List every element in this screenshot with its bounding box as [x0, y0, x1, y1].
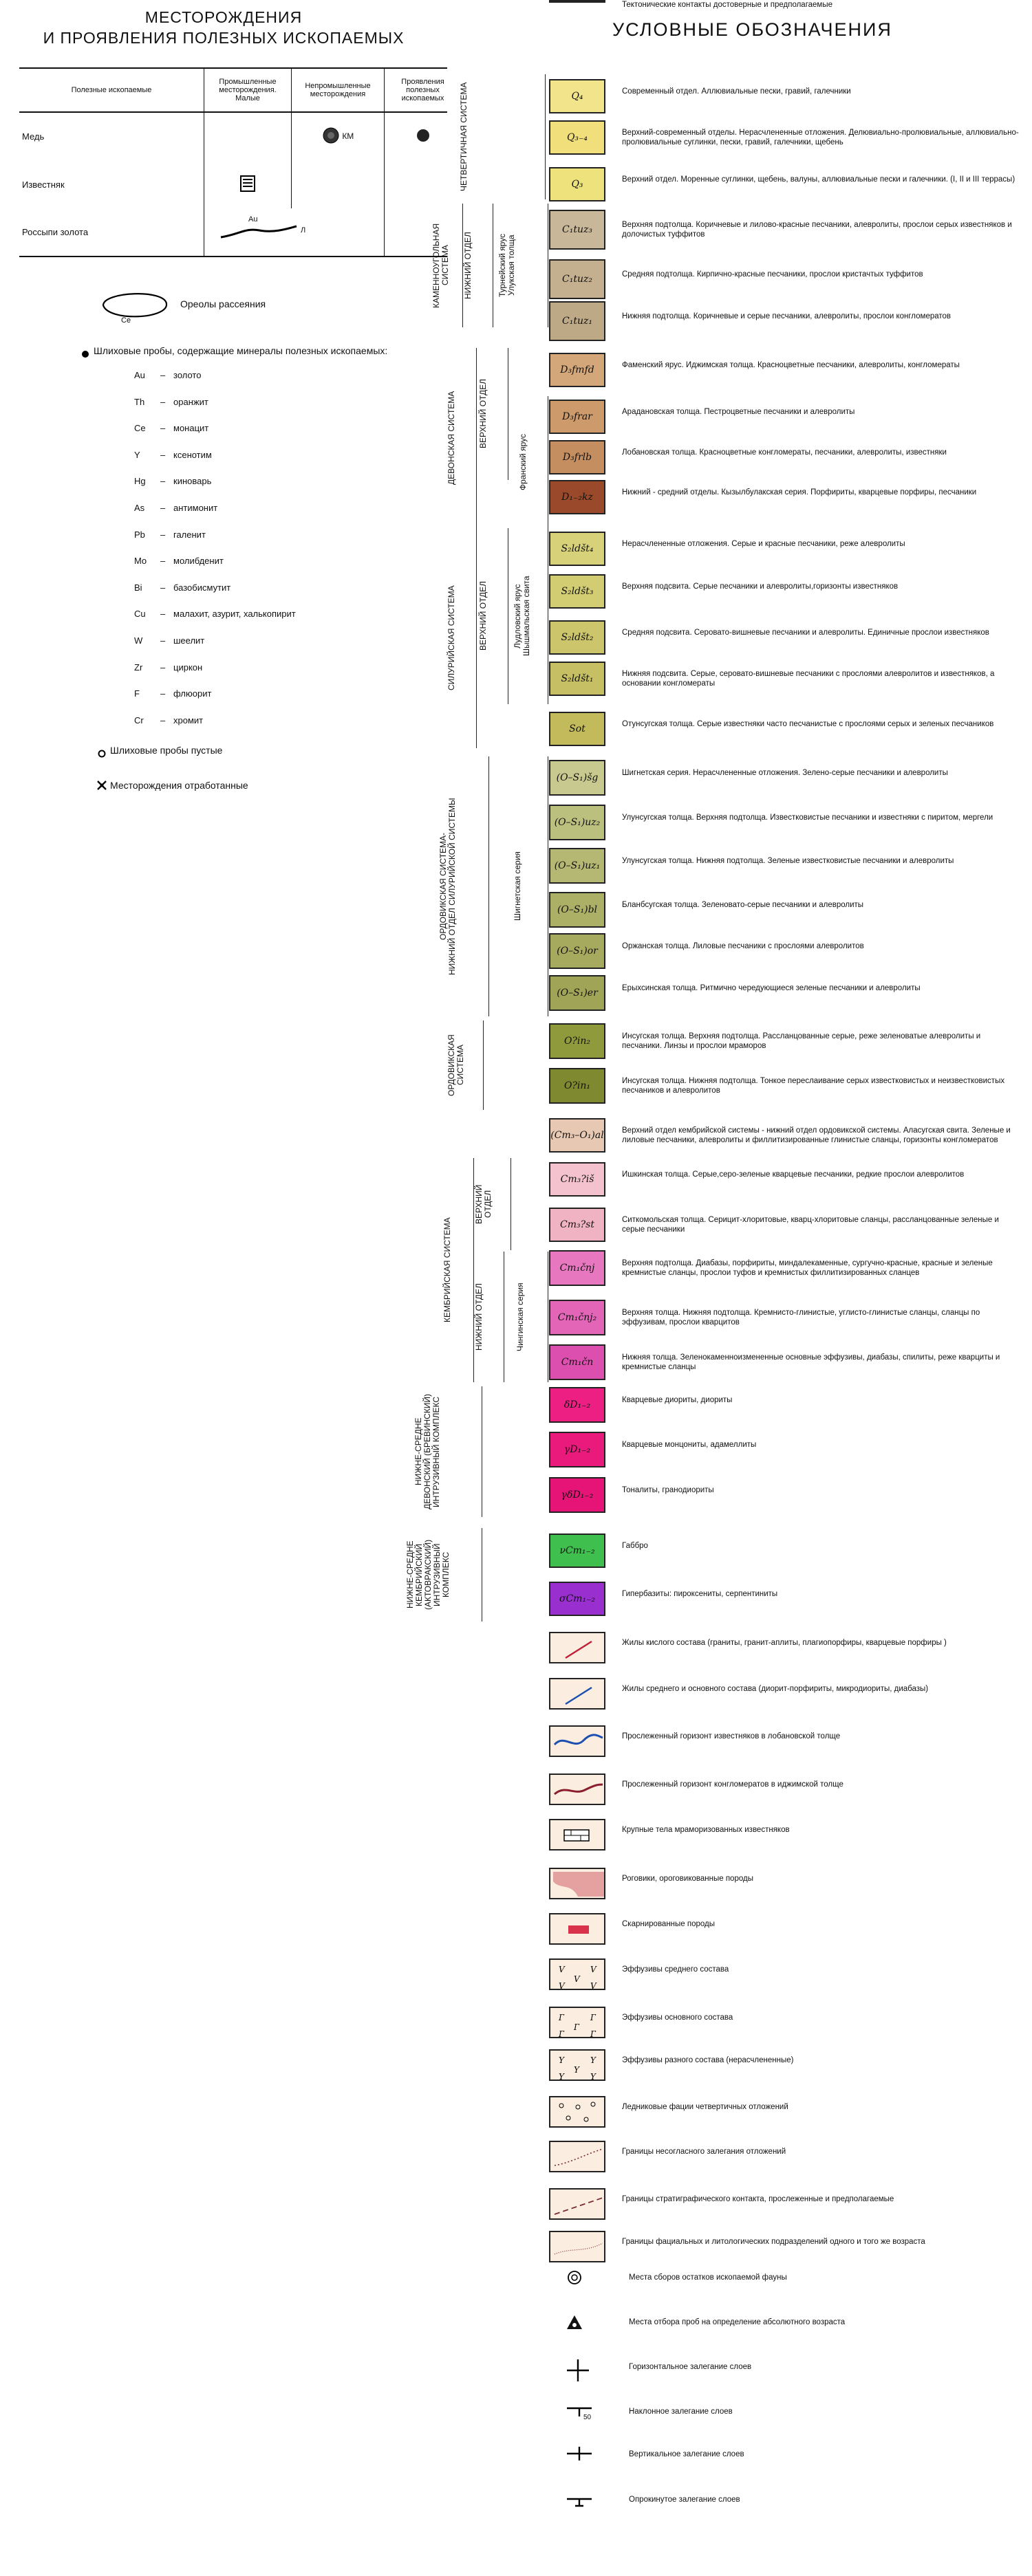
mineral-name: галенит — [173, 529, 206, 540]
legend-item-description: Инсугская толща. Верхняя подтолща. Рассланцованные серые, реже зеленоватые алевролиты и песчаники. Линзы и прослои мраморов — [622, 1032, 981, 1050]
deposits-header-row — [19, 68, 461, 112]
legend-unit-code: S₂ldšt₂ — [561, 632, 594, 643]
legend-unit-box — [549, 1250, 605, 1286]
legend-item-description: Инсугская толща. Нижняя подтолща. Тонкое переслаивание серых известковистых и неизвестковистых песчаников и алевролитов — [622, 1077, 1005, 1095]
symbol-description: Наклонное залегание слоев — [629, 2408, 733, 2416]
legend-group-label: НИЖНИЙ ОТДЕЛ — [463, 232, 473, 299]
row-copper-name: Медь — [22, 131, 45, 142]
legend-item-description: Верхняя толща. Нижняя подтолща. Кремнисто-глинистые, углисто-глинистые сланцы, сланцы по эффузивам, прослои кварцитов — [622, 1309, 980, 1327]
symbol-description: Опрокинутое залегание слоев — [629, 2496, 740, 2504]
svg-text:Г: Г — [574, 2022, 579, 2032]
legend-item-description: Тектонические контакты достоверные и предполагаемые — [622, 1, 832, 9]
mineral-dash: – — [160, 662, 166, 673]
mineral-item — [55, 476, 468, 490]
svg-text:Y: Y — [590, 2055, 596, 2065]
legend-item-description: Жилы среднего и основного состава (диорит-порфириты, микродиориты, диабазы) — [622, 1685, 929, 1693]
legend-unit-box — [549, 805, 605, 840]
v-icon — [549, 1958, 605, 1990]
limestone-deposit-icon — [240, 175, 255, 194]
blue-wave-icon — [549, 1725, 605, 1757]
legend-unit-code: Q₄ — [571, 91, 583, 102]
legend-unit-box — [549, 210, 605, 250]
mineral-item — [55, 397, 468, 411]
dashline-icon — [549, 2188, 605, 2220]
svg-text:Г: Г — [559, 2013, 564, 2022]
legend-group-label: ВЕРХНИЙ ОТДЕЛ — [474, 1184, 493, 1224]
legend-group-label: ВЕРХНИЙ ОТДЕЛ — [478, 581, 488, 651]
mineral-symbol: Pb — [134, 529, 145, 540]
legend-unit-box — [549, 1023, 605, 1059]
row-gold-placer-name: Россыпи золота — [19, 208, 204, 256]
legend-unit-box — [549, 1068, 605, 1104]
copper-occurrence-icon — [416, 128, 431, 145]
mineral-item — [55, 556, 468, 569]
legend-unit-box — [549, 120, 605, 155]
mineral-item — [55, 635, 468, 649]
gold-placer-label-l: Л — [301, 226, 306, 234]
legend-unit-code: Cm₃?st — [560, 1219, 594, 1230]
mineral-symbol: W — [134, 635, 143, 646]
group-bracket-line — [483, 1020, 484, 1110]
dots-icon — [549, 1868, 605, 1899]
svg-text:Y: Y — [574, 2065, 579, 2075]
legend-group-label: Чингинская серия — [515, 1282, 525, 1351]
legend-item-description: Отунсугская толща. Серые известняки часто песчанистые с прослоями серых и зеленых песчаников — [622, 720, 994, 728]
group-bracket-line — [476, 348, 477, 528]
mineral-name: оранжит — [173, 396, 208, 407]
legend-item-description: Прослеженный горизонт конгломератов в иджимской толще — [622, 1780, 843, 1789]
svg-text:V: V — [590, 1965, 596, 1974]
legend-unit-code: D₃fmfd — [560, 364, 594, 375]
cross-icon — [564, 2357, 592, 2387]
mineral-dash: – — [160, 688, 166, 699]
legend-item-description: Современный отдел. Аллювиальные пески, гравий, галечники — [622, 87, 851, 96]
legend-unit-box — [549, 1300, 605, 1335]
mineral-dash: – — [160, 582, 166, 593]
empty-samples-label: Шлиховые пробы пустые — [110, 745, 223, 756]
legend-unit-code: (Cm₃–O₁)al — [550, 1130, 604, 1141]
mineral-symbol: Bi — [134, 582, 142, 593]
gold-placer-label-au: Au — [248, 215, 258, 223]
legend-item-description: Ишкинская толща. Серые,серо-зеленые кварцевые песчаники, редкие прослои алевролитов — [622, 1170, 965, 1179]
y-icon — [549, 2049, 605, 2081]
legend-item-description: Средняя подсвита. Серовато-вишневые песчаники и алевролиты. Единичные прослои известняков — [622, 629, 989, 637]
legend-unit-code: Sot — [569, 723, 585, 734]
legend-unit-box — [549, 760, 605, 796]
shlich-sample-icon — [81, 348, 89, 361]
hatch-icon — [549, 1913, 605, 1945]
mineral-name: флюорит — [173, 688, 212, 699]
legend-group-label: ОРДОВИКСКАЯ СИСТЕМА- НИЖНИЙ ОТДЕЛ СИЛУРИЙСКОЙ СИСТЕМЫ — [438, 798, 457, 975]
dotline-icon — [549, 2141, 605, 2172]
legend-group-label: Франский ярус — [518, 434, 528, 490]
mineral-item — [55, 688, 468, 702]
svg-text:Г: Г — [559, 2029, 564, 2038]
mineral-item — [55, 662, 468, 676]
legend-item-description: Прослеженный горизонт известняков в лобановской толще — [622, 1732, 841, 1740]
mined-out-label: Месторождения отработанные — [110, 780, 248, 791]
mineral-name: киноварь — [173, 476, 212, 487]
legend-item-description: Верхний отдел кембрийской системы - нижний отдел ордовикской системы. Аласугская свита. Зеленые и лиловые песчаники, алевролиты и филлитизированные глинистые сланцы, горизонты конгломератов — [622, 1126, 1011, 1144]
marble-icon — [549, 1819, 605, 1851]
legend-item-description: Кварцевые диориты, диориты — [622, 1396, 733, 1404]
header-minerals: Полезные ископаемые — [19, 68, 204, 112]
svg-text:Y: Y — [590, 2072, 596, 2081]
mined-out-icon — [96, 780, 107, 794]
mineral-name: ксенотим — [173, 449, 212, 460]
legend-unit-box — [549, 1118, 605, 1153]
legend-unit-code: Cm₁čnj — [559, 1263, 595, 1274]
legend-item-description: Эффузивы разного состава (нерасчлененные) — [622, 2056, 794, 2064]
legend-item-description: Верхняя подтолща. Коричневые и лилово-красные песчаники, алевролиты, прослои серых известняков и долочистых туффитов — [622, 221, 1012, 239]
legend-item-description: Лобановская толща. Красноцветные конгломераты, песчаники, алевролиты, известняки — [622, 448, 947, 457]
legend-item-description: Габбро — [622, 1542, 648, 1550]
legend-item-description: Верхний отдел. Моренные суглинки, щебень, валуны, аллювиальные пески и галечники. (I, II и III террасы) — [622, 175, 1015, 184]
fault-icon — [549, 0, 605, 3]
red-line-icon — [549, 1632, 605, 1663]
group-bracket-line — [488, 756, 489, 1016]
mineral-item — [55, 370, 468, 384]
mineral-item — [55, 715, 468, 729]
dispersion-halo-label: Ореолы рассеяния — [180, 298, 266, 309]
fauna-icon — [564, 2267, 585, 2291]
table-row — [19, 208, 461, 256]
mineral-name: антимонит — [173, 503, 218, 513]
mineral-symbol: Y — [134, 449, 140, 460]
legend-group-label: Лудловский ярус Шышмальская свита — [513, 576, 531, 657]
mineral-symbol: Cr — [134, 714, 144, 725]
symbol-description: Вертикальное залегание слоев — [629, 2450, 744, 2458]
vertical-icon — [564, 2444, 594, 2467]
legend-item-description: Бланбсугская толща. Зеленовато-серые песчаники и алевролиты — [622, 901, 864, 909]
legend-group-label: ОРДОВИКСКАЯ СИСТЕМА — [447, 1034, 465, 1096]
deposits-panel — [0, 0, 447, 798]
mineral-item — [55, 503, 468, 516]
mineral-name: золото — [173, 370, 202, 380]
legend-group-label: НИЖНЕ-СРЕДНЕ ДЕВОНСКИЙ (БРЕВИНСКИЙ) ИНТРУЗИВНЫЙ КОМПЛЕКС — [413, 1393, 441, 1510]
legend-unit-box — [549, 480, 605, 514]
left-title-line1: МЕСТОРОЖДЕНИЯ — [144, 8, 303, 26]
legend-unit-box — [549, 1432, 605, 1467]
legend-unit-code: C₁tuz₁ — [562, 316, 592, 327]
legend-item-description: Границы фациальных и литологических подразделений одного и того же возраста — [622, 2238, 925, 2246]
svg-text:Y: Y — [559, 2072, 564, 2081]
left-title-line2: И ПРОЯВЛЕНИЯ ПОЛЕЗНЫХ ИСКОПАЕМЫХ — [43, 29, 405, 47]
legend-unit-box — [549, 167, 605, 201]
mineral-dash: – — [160, 556, 166, 567]
legend-unit-box — [549, 1477, 605, 1513]
symbol-description: Места сборов остатков ископаемой фауны — [629, 2273, 787, 2282]
legend-unit-code: D₁₋₂kz — [561, 492, 593, 503]
legend-item-description: Гипербазиты: пироксениты, серпентиниты — [622, 1590, 778, 1598]
legend-item-description: Нерасчлененные отложения. Серые и красные песчаники, реже алевролиты — [622, 540, 905, 548]
mineral-dash: – — [160, 396, 166, 407]
mineral-dash: – — [160, 370, 166, 380]
mineral-name: циркон — [173, 662, 203, 673]
legend-unit-code: Cm₃?iš — [560, 1174, 594, 1185]
mineral-dash: – — [160, 476, 166, 487]
dip-angle-value: 50 — [583, 2414, 592, 2421]
legend-unit-box — [549, 848, 605, 884]
symbol-description: Горизонтальное залегание слоев — [629, 2363, 752, 2371]
triangle-icon — [564, 2312, 585, 2335]
mineral-name: базобисмутит — [173, 582, 231, 593]
legend-item-description: Шигнетская серия. Нерасчлененные отложения. Зелено-серые песчаники и алевролиты — [622, 769, 948, 777]
legend-item-description: Нижняя толща. Зеленокаменноизмененные основные эффузивы, диабазы, спилиты, реже кварциты и кремнистые сланцы — [622, 1353, 1000, 1371]
legend-item-description: Нижняя подтолща. Коричневые и серые песчаники, алевролиты, прослои конгломератов — [622, 312, 952, 320]
legend-unit-box — [549, 892, 605, 928]
legend-group-label: КЕМБРИЙСКАЯ СИСТЕМА — [442, 1217, 452, 1323]
legend-unit-box — [549, 1344, 605, 1380]
deposits-table — [19, 67, 461, 257]
dispersion-halo-symbol: Ce — [121, 316, 131, 325]
legend-item-description: Средняя подтолща. Кирпично-красные песчаники, прослои кристачтых туффитов — [622, 270, 923, 279]
mineral-dash: – — [160, 423, 166, 434]
legend-item-description: Жилы кислого состава (граниты, гранит-аплиты, плагиопорфиры, кварцевые порфиры ) — [622, 1639, 947, 1647]
mineral-symbol: Ce — [134, 423, 146, 434]
legend-group-label: СИЛУРИЙСКАЯ СИСТЕМА — [447, 585, 456, 691]
svg-text:Г: Г — [590, 2029, 596, 2038]
legend-item-description: Роговики, ороговикованные породы — [622, 1875, 753, 1883]
legend-item-description: Фаменский ярус. Иджимская толща. Красноцветные песчаники, алевролиты, конгломераты — [622, 361, 960, 369]
group-bracket-line — [476, 528, 477, 748]
mineral-name: шеелит — [173, 635, 205, 646]
red-wave-icon — [549, 1773, 605, 1805]
legend-unit-code: (O–S₁)or — [557, 946, 598, 957]
legend-unit-box — [549, 620, 605, 655]
legend-unit-code: S₂ldšt₃ — [561, 586, 594, 597]
svg-text:V: V — [574, 1974, 580, 1984]
legend-unit-box — [549, 259, 605, 299]
legend-item-description: Нижний - средний отделы. Кызылбулакская серия. Порфириты, кварцевые порфиры, песчаники — [622, 488, 977, 496]
gold-placer-icon — [218, 218, 301, 245]
svg-text:V: V — [559, 1981, 565, 1990]
legend-group-label: Турнейский ярус Улукская толща — [497, 233, 516, 298]
legend-unit-code: Q₃ — [571, 179, 583, 190]
svg-text:V: V — [590, 1981, 596, 1990]
legend-unit-box — [549, 933, 605, 969]
legend-group-label: ЧЕТВЕРТИЧНАЯ СИСТЕМА — [459, 82, 469, 192]
mineral-item — [55, 530, 468, 543]
legend-unit-code: D₃frar — [562, 411, 592, 422]
mineral-item — [55, 582, 468, 596]
dispersion-halo-icon — [96, 287, 172, 329]
mineral-name: монацит — [173, 423, 209, 434]
legend-unit-box — [549, 975, 605, 1011]
row-limestone-name: Известняк — [22, 179, 65, 190]
legend-unit-code: (O–S₁)uz₂ — [554, 817, 601, 828]
mineral-dash: – — [160, 449, 166, 460]
legend-unit-box — [549, 712, 605, 746]
empty-sample-icon — [98, 747, 106, 761]
legend-unit-box — [549, 1162, 605, 1197]
legend-unit-box — [549, 353, 605, 387]
mineral-name: хромит — [173, 714, 204, 725]
mineral-dash: – — [160, 503, 166, 513]
header-industrial: Промышленные месторождения. Малые — [204, 68, 292, 112]
legend-item-description: Верхний-современный отделы. Нерасчлененные отложения. Делювиально-пролювиальные, аллювиально-пролювиальные суглинки, пески, гравий, галечники, щебень — [622, 129, 1019, 146]
legend-unit-box — [549, 532, 605, 566]
legend-unit-code: (O–S₁)uz₁ — [554, 860, 601, 871]
mineral-item — [55, 609, 468, 622]
legend-item-description: Скарнированные породы — [622, 1920, 716, 1928]
legend-item-description: Верхняя подтолща. Диабазы, порфириты, миндалекаменные, сургучно-красные, красные и зеленые кремнистые сланцы, прослои туфов и кремнистых филлитизированных сланцев — [622, 1259, 993, 1277]
legend-unit-code: γD₁₋₂ — [563, 1444, 591, 1455]
legend-item-description: Ерыхсинская толща. Ритмично чередующиеся зеленые песчаники и алевролиты — [622, 984, 921, 992]
legend-group-label: ДЕВОНСКАЯ СИСТЕМА — [447, 391, 456, 485]
group-bracket-line — [510, 1158, 511, 1250]
legend-unit-code: S₂ldšt₄ — [561, 543, 594, 554]
legend-unit-code: (O–S₁)bl — [557, 904, 598, 915]
legend-unit-box — [549, 79, 605, 113]
mineral-dash: – — [160, 635, 166, 646]
circles-icon — [549, 2096, 605, 2128]
legend-group-label: НИЖНЕ-СРЕДНЕ КЕМБРИЙСКИЙ (АКТОВРАКСКИЙ) ИНТРУЗИВНЫЙ КОМПЛЕКС — [405, 1539, 451, 1611]
legend-item-description: Улунсугская толща. Верхняя подтолща. Известковистые песчаники и известняки с пиритом, мергели — [622, 814, 993, 822]
legend-unit-code: σCm₁₋₂ — [559, 1593, 596, 1604]
mineral-symbol: Au — [134, 370, 145, 380]
legend-item-description: Оржанская толща. Лиловые песчаники с прослоями алевролитов — [622, 942, 864, 950]
legend-item-description: Границы стратиграфического контакта, прослеженные и предполагаемые — [622, 2195, 894, 2203]
legend-unit-code: C₁tuz₃ — [562, 224, 592, 235]
mineral-dash: – — [160, 609, 166, 620]
legend-group-label: КАМЕННОУГОЛЬНАЯ СИСТЕМА — [431, 223, 450, 308]
legend-unit-box — [549, 1582, 605, 1616]
mineral-symbol: As — [134, 503, 145, 513]
legend-unit-code: Cm₁čn — [561, 1357, 594, 1368]
symbol-description: Места отбора проб на определение абсолютного возраста — [629, 2318, 846, 2326]
legend-unit-box — [549, 1208, 605, 1242]
legend-item-description: Тоналиты, гранодиориты — [622, 1486, 714, 1494]
mineral-name: малахит, азурит, халькопирит — [173, 609, 296, 620]
legend-item-description: Верхняя подсвита. Серые песчаники и алевролиты,горизонты известняков — [622, 582, 899, 591]
legend-unit-code: Cm₁čnj₂ — [557, 1312, 597, 1323]
mineral-dash: – — [160, 714, 166, 725]
svg-text:Y: Y — [559, 2055, 564, 2065]
legend-unit-code: δD₁₋₂ — [563, 1399, 591, 1410]
header-occurrences: Проявления полезных ископаемых — [385, 68, 462, 112]
legend-unit-code: D₃frlb — [562, 452, 592, 463]
svg-text:Г: Г — [590, 2013, 596, 2022]
mineral-symbol: Hg — [134, 476, 146, 487]
overturned-icon — [564, 2489, 594, 2513]
legend-unit-code: γδD₁₋₂ — [561, 1489, 594, 1500]
legend-item-description: Улунсугская толща. Нижняя подтолща. Зеленые известковистые песчаники и алевролиты — [622, 857, 954, 865]
table-row — [19, 112, 461, 160]
legend-unit-code: (O–S₁)šg — [556, 772, 599, 783]
mineral-dash: – — [160, 529, 166, 540]
legend-unit-box — [549, 1533, 605, 1568]
legend-group-label: Шигнетская серия — [513, 851, 522, 921]
legend-title: УСЛОВНЫЕ ОБОЗНАЧЕНИЯ — [612, 19, 892, 40]
mineral-symbol: F — [134, 688, 140, 699]
legend-unit-box — [549, 301, 605, 341]
legend-unit-box — [549, 662, 605, 696]
blue-line-icon — [549, 1678, 605, 1710]
legend-item-description: Границы несогласного залегания отложений — [622, 2148, 786, 2156]
legend-group-label: ВЕРХНИЙ ОТДЕЛ — [478, 379, 488, 449]
legend-unit-code: Q₃₋₄ — [566, 132, 588, 143]
mineral-name: молибденит — [173, 556, 224, 567]
mineral-symbol: Zr — [134, 662, 143, 673]
legend-item-description: Арадановская толща. Пестроцветные песчаники и алевролиты — [622, 408, 855, 416]
legend-unit-box — [549, 440, 605, 474]
legend-unit-box — [549, 574, 605, 609]
copper-deposit-icon — [322, 127, 340, 146]
mineral-symbol: Mo — [134, 556, 147, 567]
legend-unit-code: S₂ldšt₁ — [561, 673, 594, 684]
legend-item-description: Эффузивы среднего состава — [622, 1965, 729, 1974]
gamma-icon — [549, 2007, 605, 2038]
legend-item-description: Ледниковые фации четвертичных отложений — [622, 2103, 788, 2111]
legend-unit-box — [549, 1387, 605, 1423]
legend-unit-code: O?in₁ — [563, 1080, 591, 1091]
legend-unit-code: O?in₂ — [563, 1036, 591, 1047]
header-nonindustrial: Непромышленные месторождения — [292, 68, 385, 112]
legend-item-description: Кварцевые монцониты, адамеллиты — [622, 1441, 757, 1449]
legend-unit-code: νCm₁₋₂ — [559, 1545, 595, 1556]
svg-text:V: V — [559, 1965, 565, 1974]
legend-item-description: Нижняя подсвита. Серые, серовато-вишневые песчаники с прослоями алевролитов и известняков, а основании конгломераты — [622, 670, 995, 688]
legend-item-description: Эффузивы основного состава — [622, 2013, 733, 2022]
group-bracket-line — [545, 74, 546, 199]
mineral-symbol: Th — [134, 396, 145, 407]
legend-item-description: Крупные тела мраморизованных известняков — [622, 1826, 790, 1834]
legend-unit-code: C₁tuz₂ — [562, 274, 592, 285]
mineral-item — [55, 450, 468, 463]
table-row — [19, 160, 461, 208]
shlich-title: Шлиховые пробы, содержащие минералы полезных ископаемых: — [94, 345, 388, 356]
copper-deposit-label: КМ — [342, 131, 354, 141]
mineral-symbol: Cu — [134, 609, 146, 620]
legend-unit-box — [549, 400, 605, 434]
legend-group-label: НИЖНИЙ ОТДЕЛ — [474, 1283, 484, 1351]
legend-item-description: Ситкомольская толща. Серицит-хлоритовые, кварц-хлоритовые сланцы, рассланцованные зеленые и серые песчаники — [622, 1216, 999, 1234]
fineline-icon — [549, 2231, 605, 2262]
legend-unit-code: (O–S₁)er — [557, 987, 598, 998]
mineral-item — [55, 423, 468, 437]
